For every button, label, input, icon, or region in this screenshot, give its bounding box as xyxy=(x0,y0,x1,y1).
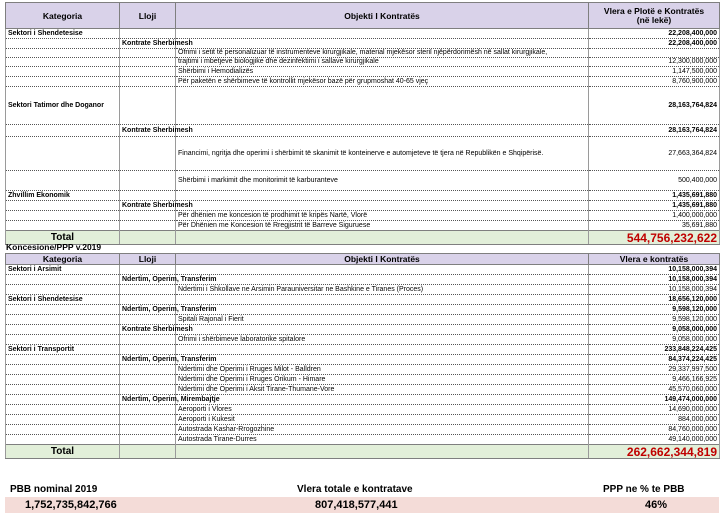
row-type xyxy=(120,29,176,39)
table-row xyxy=(6,211,720,221)
row-type xyxy=(120,425,176,435)
row-category xyxy=(6,77,120,87)
row-type xyxy=(120,315,176,325)
row-type xyxy=(120,211,176,221)
row-type xyxy=(120,191,176,201)
row-value: 22,208,400,000 xyxy=(589,29,720,39)
row-category xyxy=(6,425,120,435)
row-type xyxy=(120,87,176,125)
row-value xyxy=(589,49,720,58)
row-category xyxy=(6,275,120,285)
row-object: Ndertimi i Shkollave ne Arsimin Parauniversitar ne Bashkine e Tiranes (Proces) xyxy=(176,285,589,295)
row-category xyxy=(6,49,120,58)
row-type xyxy=(120,137,176,171)
row-value: 500,400,000 xyxy=(589,171,720,191)
row-value: 49,140,000,000 xyxy=(589,435,720,445)
contracts-table-1 xyxy=(5,2,720,245)
row-value: 884,000,000 xyxy=(589,415,720,425)
table-row xyxy=(6,201,720,211)
row-object: Autostrada Kashar-Rrogozhine xyxy=(176,425,589,435)
row-type: Kontrate Sherbimesh xyxy=(120,39,176,49)
row-object xyxy=(176,345,589,355)
row-object: Aeroporti i Kukesit xyxy=(176,415,589,425)
row-category xyxy=(6,315,120,325)
row-type xyxy=(120,67,176,77)
row-type: Kontrate Sherbimesh xyxy=(120,201,176,211)
row-object: Për Dhënien me Koncesion të Rregjistrit të Barreve Siguruese xyxy=(176,221,589,231)
table-row xyxy=(6,315,720,325)
row-category: Sektori i Shendetesise xyxy=(6,295,120,305)
table-row xyxy=(6,405,720,415)
row-category xyxy=(6,137,120,171)
row-object: Ndertimi dhe Operimi i Rruges Milot - Balldren xyxy=(176,365,589,375)
row-value: 9,466,166,925 xyxy=(589,375,720,385)
row-category xyxy=(6,67,120,77)
row-object xyxy=(176,201,589,211)
row-category: Sektori i Shendetesise xyxy=(6,29,120,39)
row-value: 29,337,997,500 xyxy=(589,365,720,375)
row-type xyxy=(120,295,176,305)
table-row xyxy=(6,345,720,355)
row-value: 35,691,880 xyxy=(589,221,720,231)
table-row xyxy=(6,171,720,191)
table-row xyxy=(6,285,720,295)
total-value-1: 544,756,232,622 xyxy=(589,231,720,245)
table-header-row xyxy=(6,3,720,29)
row-type xyxy=(120,265,176,275)
row-object xyxy=(176,265,589,275)
row-value: 1,435,691,880 xyxy=(589,201,720,211)
row-category xyxy=(6,221,120,231)
row-value: 45,570,060,000 xyxy=(589,385,720,395)
row-object xyxy=(176,395,589,405)
row-category xyxy=(6,125,120,137)
row-category xyxy=(6,171,120,191)
total-row-1 xyxy=(6,231,720,245)
table-row xyxy=(6,365,720,375)
row-value: 28,163,764,824 xyxy=(589,125,720,137)
row-object xyxy=(176,191,589,201)
row-type: Ndertim, Operim, Transferim xyxy=(120,305,176,315)
row-object xyxy=(176,29,589,39)
row-type xyxy=(120,345,176,355)
table-row xyxy=(6,29,720,39)
table-1-body xyxy=(6,29,720,231)
table-row xyxy=(6,221,720,231)
row-type: Kontrate Sherbimesh xyxy=(120,125,176,137)
header-kategoria: Kategoria xyxy=(6,3,120,29)
table-row xyxy=(6,295,720,305)
row-value: 149,474,000,000 xyxy=(589,395,720,405)
row-object: Spitali Rajonal i Fierit xyxy=(176,315,589,325)
table-row xyxy=(6,67,720,77)
row-category: Sektori Tatimor dhe Doganor xyxy=(6,87,120,125)
row-value: 8,760,900,000 xyxy=(589,77,720,87)
row-type xyxy=(120,385,176,395)
summary-values-row xyxy=(5,497,719,513)
row-category: Sektori i Transportit xyxy=(6,345,120,355)
row-category xyxy=(6,375,120,385)
row-object xyxy=(176,87,589,125)
row-object xyxy=(176,39,589,49)
row-type xyxy=(120,285,176,295)
pbb-value: 1,752,735,842,766 xyxy=(25,499,117,511)
row-value: 22,208,400,000 xyxy=(589,39,720,49)
header-objekti: Objekti I Kontratës xyxy=(176,3,589,29)
total-label-2: Total xyxy=(6,445,120,459)
row-category xyxy=(6,435,120,445)
row-type xyxy=(120,365,176,375)
table-row xyxy=(6,415,720,425)
row-category xyxy=(6,385,120,395)
table-row xyxy=(6,77,720,87)
row-value: 1,400,000,000 xyxy=(589,211,720,221)
row-object xyxy=(176,275,589,285)
row-value: 1,147,500,000 xyxy=(589,67,720,77)
row-value: 18,656,120,000 xyxy=(589,295,720,305)
row-object: Për dhënien me koncesion të prodhimit të kripës Nartë, Vlorë xyxy=(176,211,589,221)
row-value: 14,690,000,000 xyxy=(589,405,720,415)
row-type xyxy=(120,405,176,415)
row-type xyxy=(120,171,176,191)
table-row xyxy=(6,305,720,315)
header-vlera-line2: (në lekë) xyxy=(636,14,672,25)
table-row xyxy=(6,355,720,365)
row-category xyxy=(6,355,120,365)
table-row xyxy=(6,265,720,275)
table-row xyxy=(6,49,720,58)
row-object: Shërbimi i markimit dhe monitorimit të karburanteve xyxy=(176,171,589,191)
row-category xyxy=(6,365,120,375)
row-category xyxy=(6,305,120,315)
row-category xyxy=(6,325,120,335)
row-value: 84,374,224,425 xyxy=(589,355,720,365)
row-category: Zhvillim Ekonomik xyxy=(6,191,120,201)
table-2-header-row xyxy=(6,254,720,265)
row-value: 10,158,000,394 xyxy=(589,275,720,285)
total-label-1: Total xyxy=(6,231,120,245)
section-title-ppp-2019: Koncesione/PPP v.2019 xyxy=(6,242,102,252)
row-type xyxy=(120,375,176,385)
ppp-value: 46% xyxy=(645,499,668,511)
row-type xyxy=(120,58,176,67)
row-value: 233,848,224,425 xyxy=(589,345,720,355)
row-object: Ndertimi dhe Operimi i Rruges Orikum - Himare xyxy=(176,375,589,385)
row-object: Për paketën e shërbimeve të kontrollit mjekësor bazë për grupmoshat 40-65 vjeç xyxy=(176,77,589,87)
row-type xyxy=(120,435,176,445)
row-value: 28,163,764,824 xyxy=(589,87,720,125)
row-object: Ofrimi i shërbimeve laboratorike spitalore xyxy=(176,335,589,345)
contracts-total-label: Vlera totale e kontratave xyxy=(297,484,413,495)
table-row xyxy=(6,435,720,445)
row-type xyxy=(120,77,176,87)
row-category xyxy=(6,335,120,345)
row-object xyxy=(176,125,589,137)
row-object: trajtimi i mbetjeve biologjike dhe dezinfektimi i sallave kirurgjikale xyxy=(176,58,589,67)
header2-lloji: Lloji xyxy=(120,254,176,265)
table-row xyxy=(6,137,720,171)
contracts-table-2 xyxy=(5,253,720,459)
row-value: 9,058,000,000 xyxy=(589,335,720,345)
row-category: Sektori i Arsimit xyxy=(6,265,120,275)
row-category xyxy=(6,415,120,425)
table-row xyxy=(6,425,720,435)
row-category xyxy=(6,395,120,405)
row-value: 9,598,120,000 xyxy=(589,305,720,315)
row-object: Ofrimi i setit të personalizuar të instrumenteve kirurgjikale, material mjekësor steril njëpërdorimësh në sallat kirurgjikale, xyxy=(176,49,589,58)
row-value: 10,158,000,394 xyxy=(589,265,720,275)
table-row xyxy=(6,375,720,385)
table-row xyxy=(6,191,720,201)
header2-vlera: Vlera e kontratës xyxy=(589,254,720,265)
summary-block xyxy=(5,483,719,515)
row-object: Financimi, ngritja dhe operimi i shërbimit të skanimit të konteinerve e automjeteve të tjera në Republikën e Shqipërisë. xyxy=(176,137,589,171)
row-category xyxy=(6,285,120,295)
row-object: Aeroporti i Vlores xyxy=(176,405,589,415)
row-value: 84,760,000,000 xyxy=(589,425,720,435)
total-value-2: 262,662,344,819 xyxy=(589,445,720,459)
row-category xyxy=(6,405,120,415)
row-type: Kontrate Sherbimesh xyxy=(120,325,176,335)
summary-labels-row xyxy=(5,483,719,496)
row-type xyxy=(120,221,176,231)
row-object: Autostrada Tirane-Durres xyxy=(176,435,589,445)
row-object xyxy=(176,355,589,365)
row-object xyxy=(176,325,589,335)
row-category xyxy=(6,39,120,49)
row-type xyxy=(120,335,176,345)
row-type: Ndertim, Operim, Mirembajtje xyxy=(120,395,176,405)
table-row xyxy=(6,395,720,405)
ppp-label: PPP ne % te PBB xyxy=(603,484,685,495)
header-lloji: Lloji xyxy=(120,3,176,29)
row-value: 9,058,000,000 xyxy=(589,325,720,335)
pbb-label: PBB nominal 2019 xyxy=(10,484,98,495)
table-row xyxy=(6,125,720,137)
row-value: 9,598,120,000 xyxy=(589,315,720,325)
table-row xyxy=(6,39,720,49)
row-object xyxy=(176,295,589,305)
total-row-2 xyxy=(6,445,720,459)
table-row xyxy=(6,325,720,335)
row-type: Ndertim, Operim, Transferim xyxy=(120,275,176,285)
table-row xyxy=(6,87,720,125)
header2-objekti: Objekti I Kontratës xyxy=(176,254,589,265)
row-type: Ndertim, Operim, Transferim xyxy=(120,355,176,365)
row-value: 1,435,691,880 xyxy=(589,191,720,201)
table-2-body xyxy=(6,265,720,445)
row-value: 27,663,364,824 xyxy=(589,137,720,171)
contracts-total-value: 807,418,577,441 xyxy=(315,499,398,511)
table-row xyxy=(6,385,720,395)
row-object: Shërbimi i Hemodializës xyxy=(176,67,589,77)
row-category xyxy=(6,58,120,67)
table-row xyxy=(6,58,720,67)
header-vlera xyxy=(589,3,720,29)
table-row xyxy=(6,335,720,345)
row-object xyxy=(176,305,589,315)
header2-kategoria: Kategoria xyxy=(6,254,120,265)
row-category xyxy=(6,211,120,221)
table-row xyxy=(6,275,720,285)
row-type xyxy=(120,415,176,425)
row-value: 12,300,000,000 xyxy=(589,58,720,67)
header-vlera-line1: Vlera e Plotë e Kontratës xyxy=(603,5,705,16)
row-category xyxy=(6,201,120,211)
row-object: Ndertimi dhe Operimi i Aksit Tirane-Thumane-Vore xyxy=(176,385,589,395)
row-type xyxy=(120,49,176,58)
row-value: 10,158,000,394 xyxy=(589,285,720,295)
